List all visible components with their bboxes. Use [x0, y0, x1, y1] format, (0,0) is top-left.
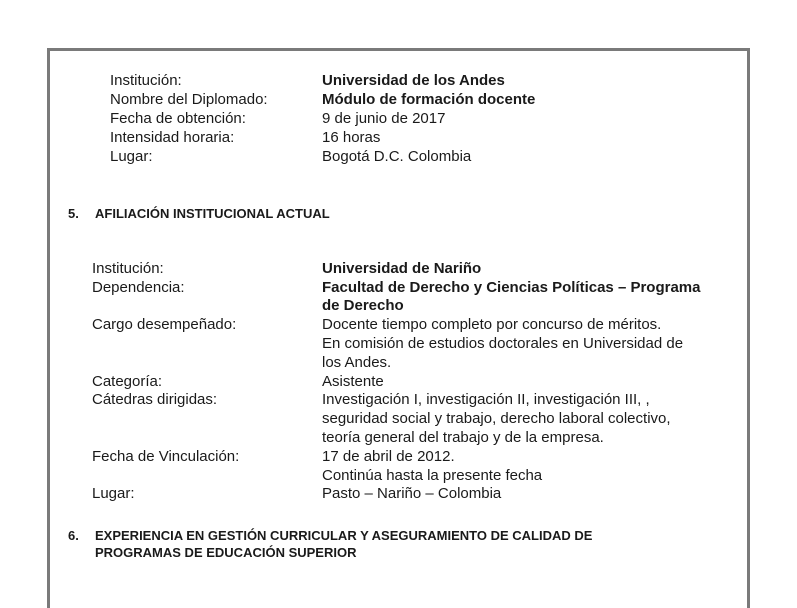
affiliation-courses-line-3: teoría general del trabajo y de la empresa. [322, 429, 604, 446]
diploma-date-label: Fecha de obtención: [110, 110, 246, 127]
diploma-place-label: Lugar: [110, 148, 153, 165]
section-6-title-line-2: PROGRAMAS DE EDUCACIÓN SUPERIOR [95, 545, 357, 560]
diploma-institution-value: Universidad de los Andes [322, 72, 505, 89]
affiliation-position-label: Cargo desempeñado: [92, 316, 237, 333]
affiliation-dependency-line-2: de Derecho [322, 297, 404, 314]
affiliation-dependency-label: Dependencia: [92, 279, 185, 296]
diploma-name-value: Módulo de formación docente [322, 91, 536, 108]
affiliation-place-label: Lugar: [92, 485, 135, 502]
diploma-name-label: Nombre del Diplomado: [110, 91, 268, 108]
affiliation-start-date-line-1: 17 de abril de 2012. [322, 448, 455, 465]
affiliation-courses-line-2: seguridad social y trabajo, derecho laboral colectivo, [322, 410, 671, 427]
diploma-place-value: Bogotá D.C. Colombia [322, 148, 472, 165]
affiliation-courses-line-1: Investigación I, investigación II, investigación III, , [322, 391, 650, 408]
affiliation-position-line-1: Docente tiempo completo por concurso de méritos. [322, 316, 662, 333]
diploma-hours-label: Intensidad horaria: [110, 129, 235, 146]
affiliation-category-label: Categoría: [92, 373, 163, 390]
section-5-number: 5. [68, 206, 79, 221]
affiliation-position-line-2: En comisión de estudios doctorales en Universidad de [322, 335, 684, 352]
affiliation-start-date-label: Fecha de Vinculación: [92, 448, 240, 465]
diploma-institution-label: Institución: [110, 72, 182, 89]
affiliation-category-value: Asistente [322, 373, 384, 390]
section-5-title: AFILIACIÓN INSTITUCIONAL ACTUAL [95, 206, 330, 221]
section-6-title-line-1: EXPERIENCIA EN GESTIÓN CURRICULAR Y ASEGURAMIENTO DE CALIDAD DE [95, 528, 593, 543]
diploma-hours-value: 16 horas [322, 129, 381, 146]
section-6-heading [68, 527, 738, 563]
affiliation-institution-value: Universidad de Nariño [322, 260, 482, 277]
affiliation-institution-label: Institución: [92, 260, 164, 277]
affiliation-start-date-line-2: Continúa hasta la presente fecha [322, 467, 543, 484]
section-5-heading [68, 205, 718, 222]
affiliation-place-value: Pasto – Nariño – Colombia [322, 485, 502, 502]
diploma-date-value: 9 de junio de 2017 [322, 110, 446, 127]
affiliation-position-line-3: los Andes. [322, 354, 392, 371]
section-6-number: 6. [68, 528, 79, 543]
affiliation-dependency-line-1: Facultad de Derecho y Ciencias Políticas – Programa [322, 279, 701, 296]
affiliation-courses-label: Cátedras dirigidas: [92, 391, 218, 408]
